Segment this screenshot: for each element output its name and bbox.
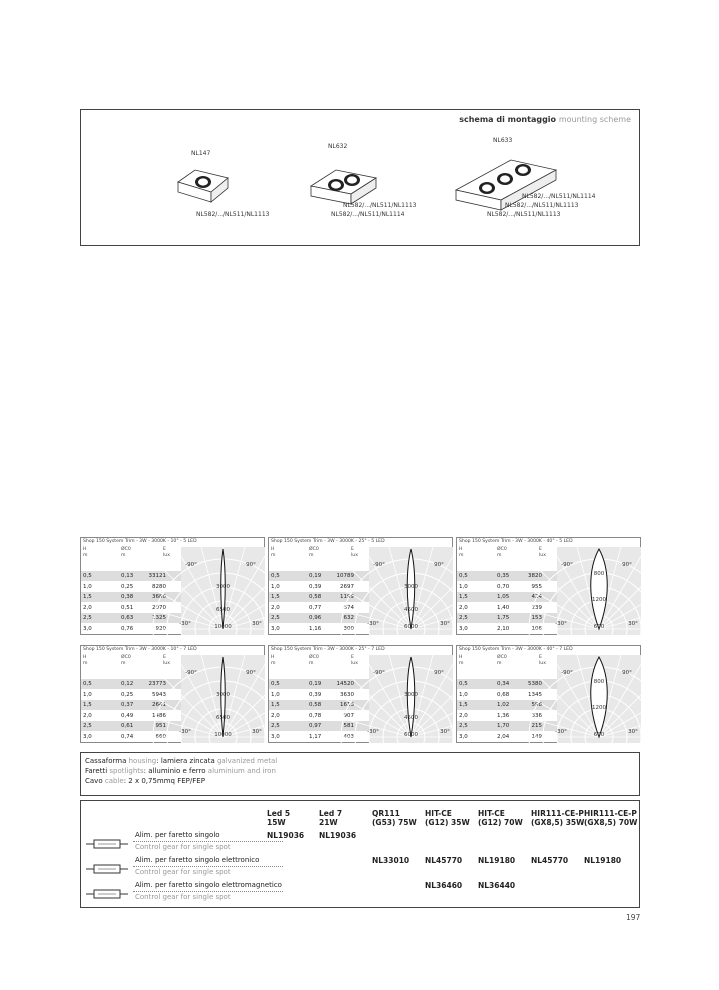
product-code: NL45770: [531, 856, 569, 865]
intensity-label: 1200: [592, 705, 606, 711]
data-row: 2,0 1,40 239: [459, 604, 542, 611]
materials-panel: [80, 752, 640, 796]
page-number: 197: [626, 913, 641, 922]
column-header: E lux: [351, 655, 358, 666]
intensity-label: 800: [593, 571, 605, 577]
label-spot-double-a: NL582/.../NL511/NL1113: [343, 202, 417, 209]
column-header: H m: [459, 655, 464, 666]
angle-label: -30°: [555, 621, 567, 627]
polar-diagram: [369, 547, 453, 635]
data-row: 2,0 1,36 336: [459, 712, 542, 719]
double-housing-drawing: [306, 158, 381, 208]
data-row: 1,5 1,02 598: [457, 700, 557, 710]
angle-label: 90°: [246, 562, 256, 568]
column-header: E lux: [539, 655, 546, 666]
data-row: 3,0 1,16 300: [271, 625, 354, 632]
label-spot-triple-a: NL582/.../NL511/NL1114: [522, 193, 596, 200]
data-row: 2,5 0,97 581: [269, 721, 369, 731]
material-housing: Cassaforma housing: lamiera zincata galvanized metal: [85, 757, 278, 765]
column-header: H m: [271, 547, 276, 558]
data-row: 2,5 0,96 632: [269, 613, 369, 623]
data-row: 1,0 0,39 2697: [271, 583, 354, 590]
label-nl147: NL147: [191, 150, 211, 157]
intensity-label: 1200: [592, 597, 606, 603]
column-header: HIT-CE (G12) 70W: [478, 809, 523, 827]
intensity-label: 3000: [404, 692, 418, 698]
single-housing-drawing: [173, 160, 233, 206]
control-gear-table: [80, 800, 640, 908]
row-label: Alim. per faretto singolo: [135, 831, 220, 839]
angle-label: -30°: [179, 729, 191, 735]
intensity-label: 6500: [216, 715, 230, 721]
photometric-block: [80, 645, 265, 743]
data-row: 1,5 0,58 1613: [269, 700, 369, 710]
polar-diagram: [557, 547, 641, 635]
column-header: Led 5 15W: [267, 809, 291, 827]
label-nl633: NL633: [493, 137, 513, 144]
data-row: 2,5 1,70 215: [457, 721, 557, 731]
data-row: 2,0 0,49 1486: [83, 712, 166, 719]
data-row: 1,0 0,70 955: [459, 583, 542, 590]
control-gear-icon: [86, 834, 128, 853]
angle-label: -30°: [555, 729, 567, 735]
angle-label: 90°: [622, 562, 632, 568]
data-row: 0,5 0,13 33121: [81, 571, 181, 581]
material-spotlights: Faretti spotlights: alluminio e ferro aluminium and iron: [85, 767, 276, 775]
data-row: 1,5 0,38 3680: [81, 592, 181, 602]
column-header: QR111 (G53) 75W: [372, 809, 417, 827]
material-cable: Cavo cable: 2 x 0,75mmq FEP/FEP: [85, 777, 205, 785]
label-nl632: NL632: [328, 143, 348, 150]
data-row: 2,0 0,51 2070: [83, 604, 166, 611]
column-header: ØC0 m: [121, 547, 131, 558]
data-row: 0,5 0,19 10789: [269, 571, 369, 581]
intensity-label: 600: [593, 732, 605, 738]
angle-label: 90°: [434, 670, 444, 676]
data-row: 1,0 0,25 8280: [83, 583, 166, 590]
row-label: Alim. per faretto singolo elettromagnetico: [135, 881, 282, 889]
intensity-label: 6000: [404, 624, 418, 630]
label-spot-single: NL582/.../NL511/NL1113: [196, 211, 270, 218]
photometric-block: [268, 537, 453, 635]
angle-label: -90°: [185, 670, 197, 676]
intensity-label: 600: [593, 624, 605, 630]
angle-label: -30°: [179, 621, 191, 627]
product-code: NL45770: [425, 856, 463, 865]
data-row: 3,0 0,74 660: [83, 733, 166, 740]
photometric-title: Shop 150 System Trim - 3W - 3000K - 40° - 7 LED: [459, 647, 573, 652]
mounting-scheme-panel: [80, 109, 640, 246]
row-label: Alim. per faretto singolo elettronico: [135, 856, 260, 864]
photometric-title: Shop 150 System Trim - 3W - 3000K - 40° - 5 LED: [459, 539, 573, 544]
row-divider: [133, 841, 283, 842]
data-row: 0,5 0,34 5380: [457, 679, 557, 689]
data-row: 2,5 0,61 951: [81, 721, 181, 731]
photometric-block: [268, 645, 453, 743]
intensity-label: 3000: [216, 584, 230, 590]
data-row: 2,5 1,75 153: [457, 613, 557, 623]
label-spot-double-b: NL582/.../NL511/NL1114: [331, 211, 405, 218]
product-code: NL19180: [478, 856, 516, 865]
product-code: NL36460: [425, 881, 463, 890]
column-header: E lux: [539, 547, 546, 558]
angle-label: -30°: [367, 621, 379, 627]
column-header: H m: [459, 547, 464, 558]
photometric-title: Shop 150 System Trim - 3W - 3000K - 10° - 5 LED: [83, 539, 197, 544]
intensity-label: 10000: [214, 732, 232, 738]
intensity-label: 6000: [404, 732, 418, 738]
intensity-label: 800: [593, 679, 605, 685]
row-divider: [133, 891, 283, 892]
angle-label: -90°: [373, 670, 385, 676]
data-row: 1,5 1,05 424: [457, 592, 557, 602]
angle-label: 90°: [434, 562, 444, 568]
intensity-label: 4500: [404, 715, 418, 721]
data-row: 1,0 0,39 3630: [271, 691, 354, 698]
product-code: NL33010: [372, 856, 410, 865]
data-row: 0,5 0,12 23773: [81, 679, 181, 689]
control-gear-icon: [86, 884, 128, 903]
angle-label: 30°: [628, 621, 638, 627]
polar-diagram: [181, 655, 265, 743]
angle-label: 30°: [252, 729, 262, 735]
row-sublabel: Control gear for single spot: [135, 868, 231, 876]
row-sublabel: Control gear for single spot: [135, 893, 231, 901]
angle-label: -30°: [367, 729, 379, 735]
data-row: 2,0 0,78 907: [271, 712, 354, 719]
data-row: 0,5 0,19 14520: [269, 679, 369, 689]
data-row: 3,0 1,17 403: [271, 733, 354, 740]
mounting-scheme-title: schema di montaggio mounting scheme: [459, 115, 631, 124]
data-row: 2,0 0,77 674: [271, 604, 354, 611]
row-sublabel: Control gear for single spot: [135, 843, 231, 851]
photometric-title: Shop 150 System Trim - 3W - 3000K - 25° - 7 LED: [271, 647, 385, 652]
intensity-label: 3000: [216, 692, 230, 698]
column-header: E lux: [351, 547, 358, 558]
intensity-label: 4500: [404, 607, 418, 613]
control-gear-icon: [86, 859, 128, 878]
angle-label: 90°: [246, 670, 256, 676]
column-header: H m: [271, 655, 276, 666]
column-header: E lux: [163, 547, 170, 558]
column-header: H m: [83, 547, 88, 558]
column-header: E lux: [163, 655, 170, 666]
column-header: HIR111-CE-P (GX8,5) 70W: [584, 809, 638, 827]
label-spot-triple-b: NL582/.../NL511/NL1113: [505, 202, 579, 209]
angle-label: -90°: [561, 562, 573, 568]
column-header: HIT-CE (G12) 35W: [425, 809, 470, 827]
photometric-title: Shop 150 System Trim - 3W - 3000K - 10° - 7 LED: [83, 647, 197, 652]
photometric-title: Shop 150 System Trim - 3W - 3000K - 25° - 5 LED: [271, 539, 385, 544]
product-code: NL19180: [584, 856, 622, 865]
label-spot-triple-c: NL582/.../NL511/NL1113: [487, 211, 561, 218]
angle-label: 90°: [622, 670, 632, 676]
column-header: ØC0 m: [309, 547, 319, 558]
angle-label: -90°: [373, 562, 385, 568]
column-header: ØC0 m: [309, 655, 319, 666]
intensity-label: 10000: [214, 624, 232, 630]
photometric-block: [456, 537, 641, 635]
data-row: 3,0 2,04 149: [459, 733, 542, 740]
angle-label: 30°: [440, 729, 450, 735]
column-header: H m: [83, 655, 88, 666]
angle-label: 30°: [252, 621, 262, 627]
angle-label: -90°: [185, 562, 197, 568]
intensity-label: 6500: [216, 607, 230, 613]
data-row: 2,5 0,63 1325: [81, 613, 181, 623]
angle-label: 30°: [440, 621, 450, 627]
product-code: NL19036: [267, 831, 305, 840]
column-header: ØC0 m: [497, 547, 507, 558]
angle-label: -90°: [561, 670, 573, 676]
data-row: 3,0 2,10 106: [459, 625, 542, 632]
angle-label: 30°: [628, 729, 638, 735]
intensity-label: 3000: [404, 584, 418, 590]
row-divider: [133, 866, 283, 867]
product-code: NL19036: [319, 831, 357, 840]
product-code: NL36440: [478, 881, 516, 890]
data-row: 1,0 0,68 1345: [459, 691, 542, 698]
data-row: 0,5 0,35 3820: [457, 571, 557, 581]
data-row: 1,5 0,58 1199: [269, 592, 369, 602]
data-row: 1,0 0,25 5943: [83, 691, 166, 698]
column-header: HIR111-CE-P (GX8,5) 35W: [531, 809, 585, 827]
data-row: 1,5 0,37 2641: [81, 700, 181, 710]
column-header: ØC0 m: [121, 655, 131, 666]
polar-diagram: [181, 547, 265, 635]
photometric-block: [80, 537, 265, 635]
photometric-block: [456, 645, 641, 743]
data-row: 3,0 0,76 920: [83, 625, 166, 632]
polar-diagram: [369, 655, 453, 743]
column-header: ØC0 m: [497, 655, 507, 666]
column-header: Led 7 21W: [319, 809, 343, 827]
polar-diagram: [557, 655, 641, 743]
